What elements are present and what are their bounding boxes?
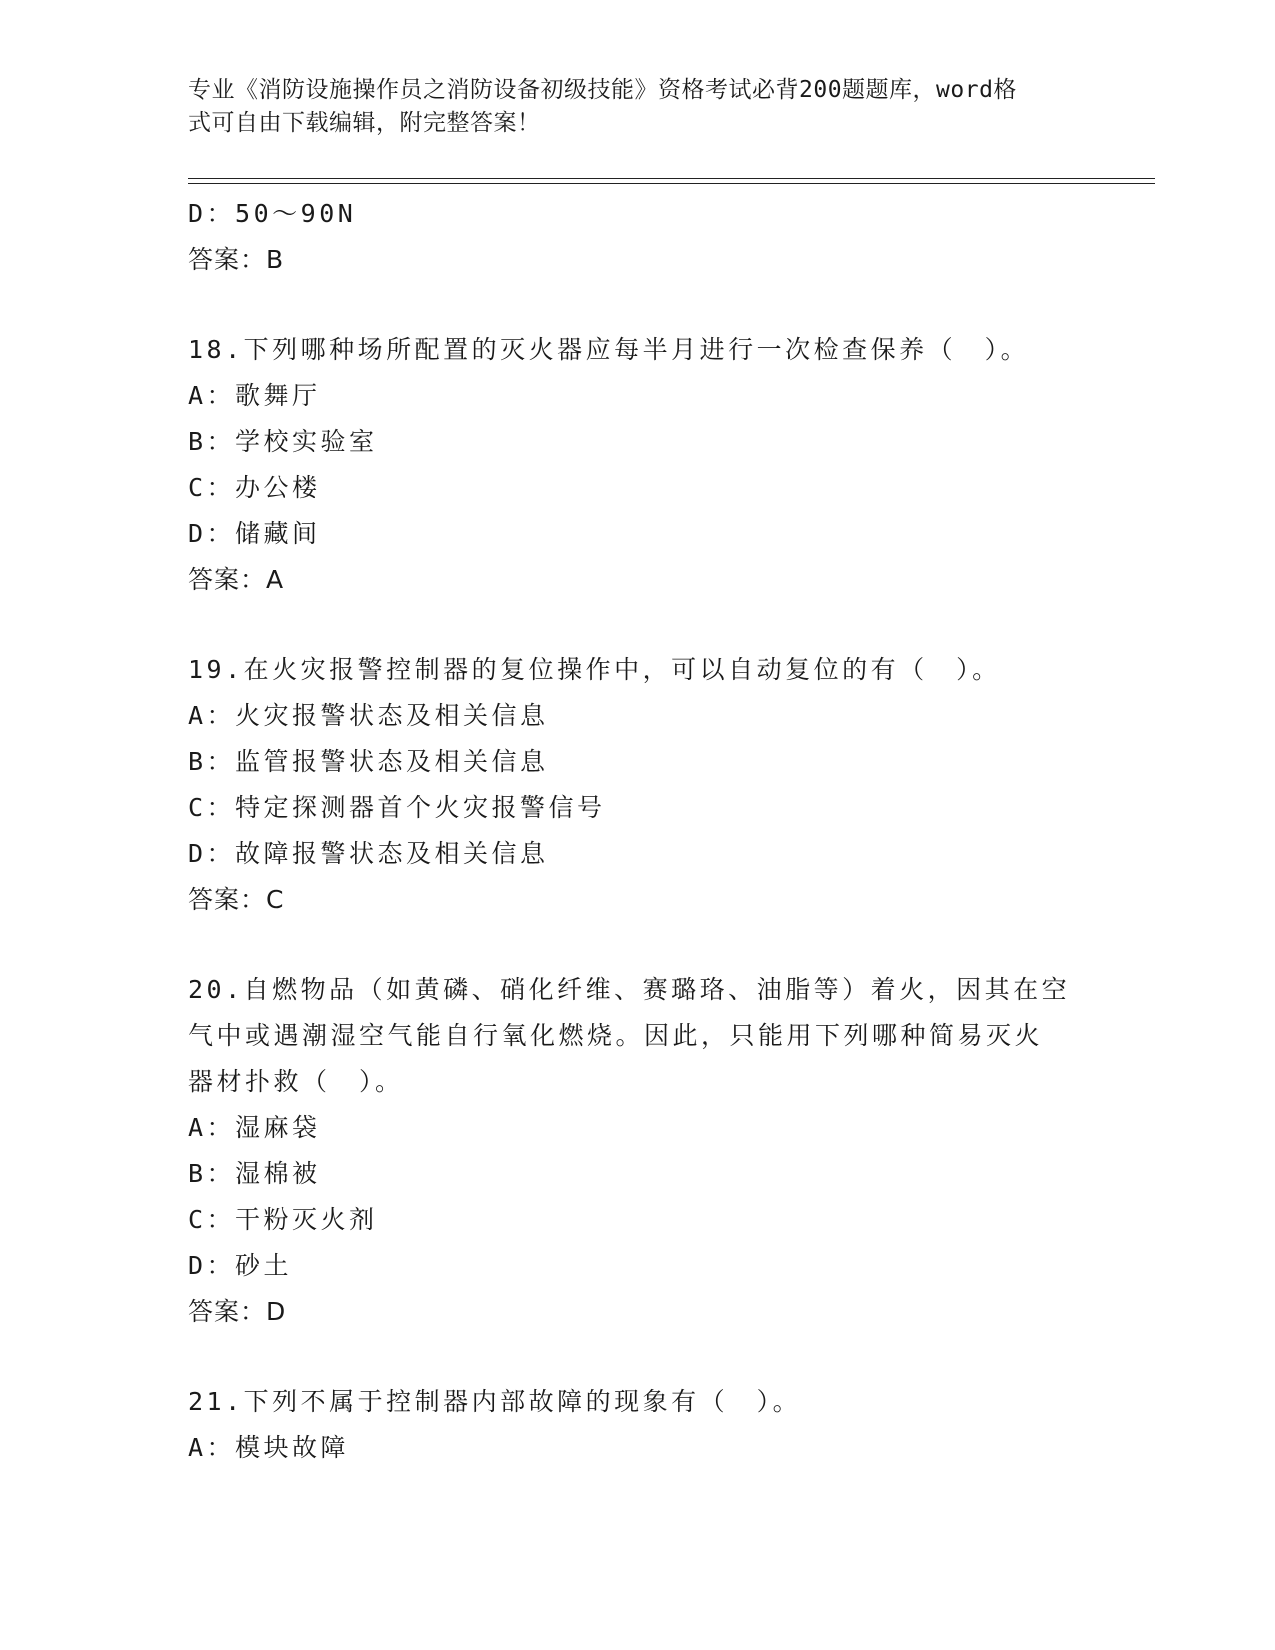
- spacer: [188, 283, 1088, 327]
- option-a: A：火灾报警状态及相关信息: [188, 701, 549, 730]
- question-21: [188, 1379, 1088, 1471]
- question-19: [188, 647, 1088, 923]
- option-d: D：储藏间: [188, 519, 321, 548]
- option-c: C：干粉灭火剂: [188, 1205, 378, 1234]
- spacer: [188, 923, 1088, 967]
- option-a: A：歌舞厅: [188, 381, 321, 410]
- option-d: D：砂土: [188, 1251, 293, 1280]
- answer: 答案：A: [188, 565, 285, 594]
- option-b: B：学校实验室: [188, 427, 378, 456]
- question-text-line-2: 气中或遇潮湿空气能自行氧化燃烧。因此，只能用下列哪种简易灭火: [188, 1021, 1044, 1050]
- page-header: [188, 74, 1068, 140]
- question-text: 18.下列哪种场所配置的灭火器应每半月进行一次检查保养（ ）。: [188, 335, 1030, 364]
- question-text: 19.在火灾报警控制器的复位操作中，可以自动复位的有（ ）。: [188, 655, 1001, 684]
- question-text-line-3: 器材扑救（ ）。: [188, 1067, 404, 1096]
- question-18: [188, 327, 1088, 603]
- header-line-1: 专业《消防设施操作员之消防设备初级技能》资格考试必背200题题库，word格: [188, 77, 1017, 103]
- header-line-2: 式可自由下载编辑，附完整答案！: [188, 110, 541, 136]
- answer: 答案：D: [188, 1297, 287, 1326]
- question-20: [188, 967, 1088, 1335]
- question-text-line-1: 20.自燃物品（如黄磷、硝化纤维、赛璐珞、油脂等）着火，因其在空: [188, 975, 1071, 1004]
- option-c: C：办公楼: [188, 473, 321, 502]
- option-d: D：故障报警状态及相关信息: [188, 839, 549, 868]
- spacer: [188, 603, 1088, 647]
- option-c: C：特定探测器首个火灾报警信号: [188, 793, 606, 822]
- option-a: A：湿麻袋: [188, 1113, 321, 1142]
- question-text: 21.下列不属于控制器内部故障的现象有（ ）。: [188, 1387, 802, 1416]
- carryover-option-d: D：50～90N: [188, 199, 357, 228]
- header-divider-bottom: [188, 183, 1155, 184]
- header-divider-top: [188, 178, 1155, 179]
- carryover-answer: 答案：B: [188, 245, 285, 274]
- option-b: B：监管报警状态及相关信息: [188, 747, 549, 776]
- answer: 答案：C: [188, 885, 285, 914]
- question-content: [188, 191, 1088, 1471]
- spacer: [188, 1335, 1088, 1379]
- option-a: A：模块故障: [188, 1433, 350, 1462]
- option-b: B：湿棉被: [188, 1159, 321, 1188]
